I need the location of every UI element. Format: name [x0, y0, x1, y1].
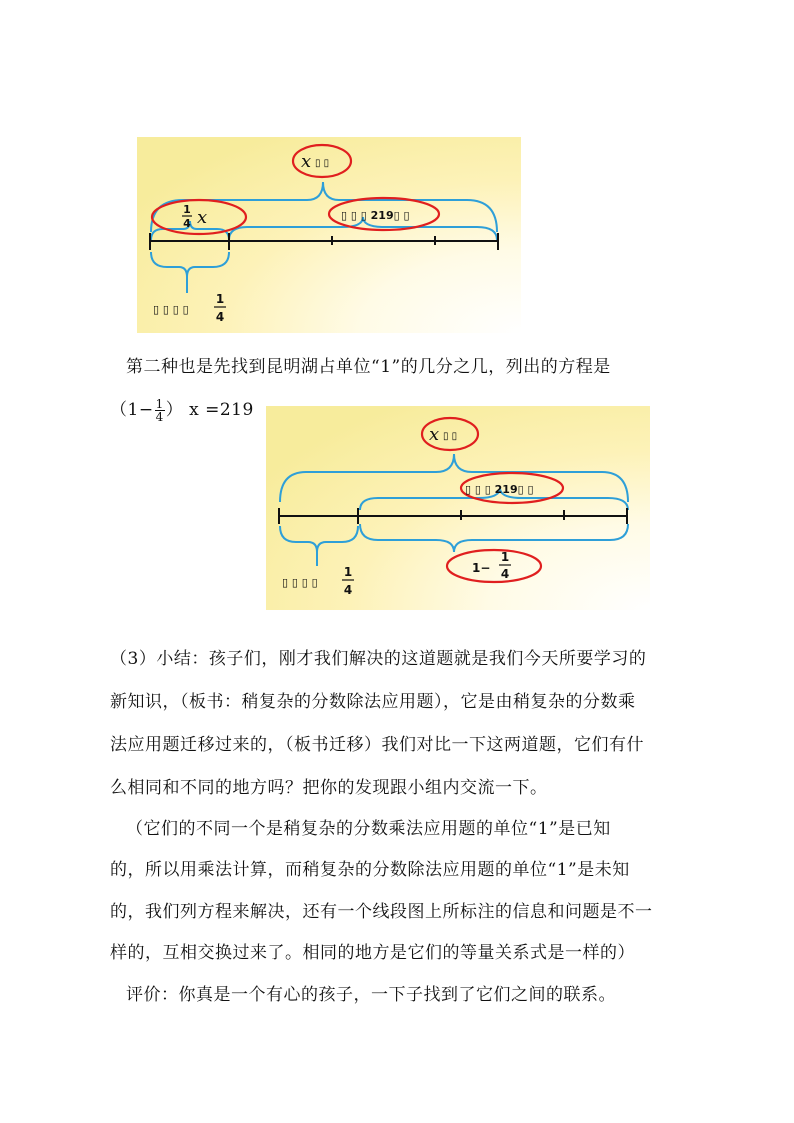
- summary-line-3: 法应用题迁移过来的，（板书迁移）我们对比一下这两道题，它们有什: [110, 735, 644, 755]
- bottom-label: ▯ ▯ ▯ ▯: [282, 576, 318, 589]
- top-var: x: [301, 151, 312, 172]
- segment-diagram-2: [266, 406, 650, 610]
- summary-line-4: 么相同和不同的地方吗？把你的发现跟小组内交流一下。: [110, 778, 548, 798]
- explanation-line-3: 的，我们列方程来解决，还有一个线段图上所标注的信息和问题是不一: [110, 902, 653, 922]
- mid-text: ▯ ▯ ▯ 219▯ ▯: [465, 483, 534, 496]
- explanation-line-1: （它们的不同一个是稍复杂的分数乘法应用题的单位“1”是已知: [126, 819, 611, 839]
- equation-close: ） x =219: [165, 400, 254, 420]
- bottom-den: 4: [215, 310, 225, 324]
- diagram-1-svg: [137, 137, 521, 333]
- method-two-sentence: 第二种也是先找到昆明湖占单位“1”的几分之几，列出的方程是: [126, 357, 611, 377]
- equation-num: 1: [155, 397, 164, 411]
- left-var: x: [197, 207, 208, 228]
- top-text: ▯ ▯: [443, 431, 458, 442]
- bottom-bubble-den: 4: [500, 567, 510, 581]
- evaluation-line: 评价：你真是一个有心的孩子，一下子找到了它们之间的联系。: [126, 985, 616, 1005]
- equation-open: （1−: [110, 400, 154, 420]
- bottom-num: 1: [343, 565, 353, 579]
- summary-line-2: 新知识，（板书：稍复杂的分数除法应用题），它是由稍复杂的分数乘: [110, 692, 636, 712]
- diagram-background: [266, 406, 650, 610]
- bottom-prefix: 1−: [472, 561, 491, 575]
- left-num: 1: [183, 203, 191, 216]
- top-text: ▯ ▯: [315, 158, 330, 169]
- summary-line-1: （3）小结：孩子们，刚才我们解决的这道题就是我们今天所要学习的: [110, 649, 647, 669]
- equation-fraction: [155, 398, 165, 423]
- explanation-line-2: 的，所以用乘法计算，而稍复杂的分数除法应用题的单位“1”是未知: [110, 860, 630, 880]
- bottom-den: 4: [343, 583, 353, 597]
- equation: [110, 398, 254, 423]
- segment-diagram-1: [137, 137, 521, 333]
- equation-den: 4: [155, 410, 164, 424]
- bottom-num: 1: [215, 292, 225, 306]
- left-den: 4: [183, 217, 191, 230]
- bottom-bubble-num: 1: [500, 550, 510, 564]
- explanation-line-4: 样的，互相交换过来了。相同的地方是它们的等量关系式是一样的）: [110, 943, 635, 963]
- top-var: x: [429, 424, 440, 445]
- diagram-2-svg: [266, 406, 650, 610]
- mid-text: ▯ ▯ ▯ 219▯ ▯: [341, 209, 410, 222]
- bottom-label: ▯ ▯ ▯ ▯: [153, 303, 189, 316]
